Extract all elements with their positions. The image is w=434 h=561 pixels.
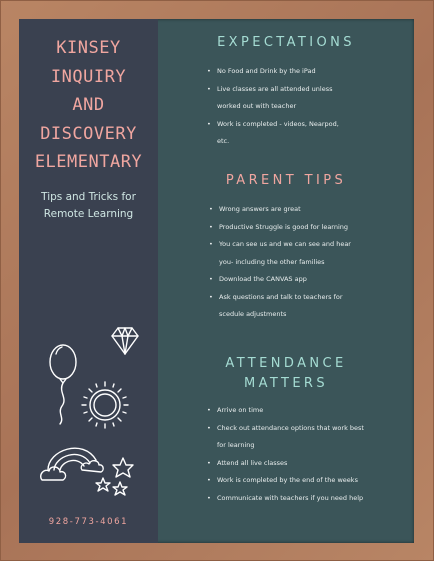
school-title-line: KINSEY bbox=[56, 38, 121, 58]
list-item bbox=[207, 420, 404, 455]
school-title bbox=[19, 34, 158, 177]
list-item bbox=[207, 116, 407, 151]
list-item bbox=[207, 490, 404, 508]
list-item bbox=[209, 271, 404, 289]
list-item-text: • No Food and Drink by the iPad bbox=[217, 67, 316, 75]
list-item bbox=[209, 236, 404, 271]
stars-icon bbox=[96, 458, 133, 495]
list-item-text: • Communicate with teachers if you need help bbox=[217, 493, 364, 502]
balloon-icon bbox=[50, 345, 76, 424]
school-title-line: AND bbox=[72, 95, 105, 115]
list-item-text: • You can see us and we can see and hear bbox=[219, 240, 351, 248]
expectations-list bbox=[207, 63, 407, 151]
list-item-text: • Live classes are all attended unless bbox=[217, 84, 333, 93]
subtitle bbox=[19, 189, 158, 223]
school-title-line: DISCOVERY bbox=[40, 123, 137, 144]
sun-icon bbox=[82, 382, 128, 428]
school-title-line: INQUIRY bbox=[50, 66, 127, 87]
list-item bbox=[207, 472, 404, 490]
doodle-illustrations bbox=[38, 320, 148, 505]
list-item-text: • Wrong answers are great bbox=[219, 205, 301, 213]
list-item-text: • Check out attendance options that work best bbox=[217, 423, 364, 432]
expectations-heading: EXPECTATIONS bbox=[217, 35, 355, 50]
attendance-heading bbox=[158, 354, 414, 394]
parent-tips-heading: PARENT TIPS bbox=[225, 173, 347, 188]
list-item-text: for learning bbox=[217, 441, 255, 449]
list-item-text: you- including the other families bbox=[219, 257, 325, 266]
list-item bbox=[207, 455, 404, 473]
diamond-icon bbox=[112, 328, 138, 354]
list-item bbox=[209, 219, 404, 237]
school-title-line: ELEMENTARY bbox=[34, 152, 143, 172]
list-item-text: • Work is completed - videos, Nearpod, bbox=[217, 119, 339, 128]
list-item-text: etc. bbox=[217, 137, 230, 145]
list-item bbox=[209, 289, 404, 324]
list-item-text: scedule adjustments bbox=[219, 310, 287, 318]
subtitle-line: Remote Learning bbox=[43, 208, 134, 220]
list-item-text: • Ask questions and talk to teachers for bbox=[219, 292, 343, 301]
list-item bbox=[207, 81, 407, 116]
rainbow-icon bbox=[41, 448, 103, 480]
list-item-text: • Arrive on time bbox=[217, 406, 264, 414]
list-item-text: • Download the CANVAS app bbox=[219, 275, 307, 283]
list-item-text: • Attend all live classes bbox=[217, 458, 288, 467]
phone-number: 928-773-4061 bbox=[48, 517, 129, 527]
attendance-list bbox=[207, 402, 404, 507]
list-item bbox=[207, 63, 407, 81]
list-item-text: • Productive Struggle is good for learning bbox=[219, 222, 349, 231]
list-item bbox=[207, 402, 404, 420]
subtitle-line: Tips and Tricks for bbox=[41, 191, 136, 203]
attendance-heading-line: ATTENDANCE bbox=[225, 356, 347, 371]
list-item-text: • Work is completed by the end of the weeks bbox=[217, 476, 358, 484]
list-item bbox=[209, 201, 404, 219]
parent-tips-list bbox=[209, 201, 404, 324]
attendance-heading-line: MATTERS bbox=[243, 376, 329, 391]
list-item-text: worked out with teacher bbox=[217, 102, 297, 110]
